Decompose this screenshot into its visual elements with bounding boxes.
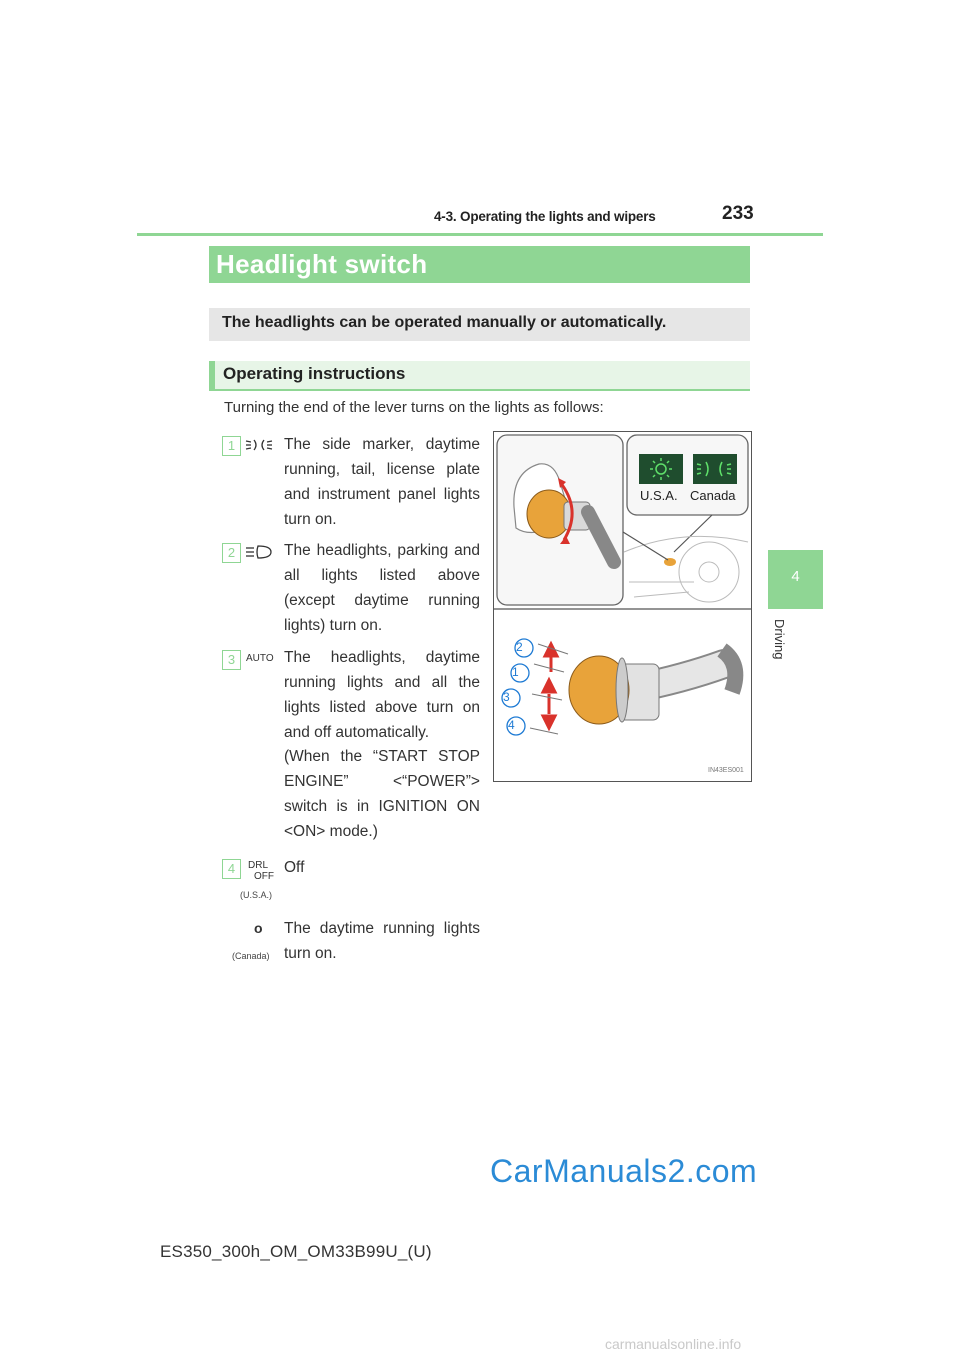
header-rule: [137, 233, 823, 236]
document-code: ES350_300h_OM_OM33B99U_(U): [160, 1242, 432, 1261]
auto-icon: AUTO: [246, 653, 274, 664]
region-canada: (Canada): [232, 951, 270, 961]
headlight-icon: [245, 544, 273, 560]
label-usa: U.S.A.: [640, 488, 678, 503]
lead-text: Turning the end of the lever turns on the lights as follows:: [224, 399, 604, 416]
drl-off-icon-line2: OFF: [254, 871, 274, 882]
callout-3: 3: [503, 690, 510, 704]
item-note-3: (When the “START STOP ENGINE” <“POWER”> switch is in IGNITION ON <ON> mode.): [284, 748, 480, 840]
subheading: Operating instructions: [223, 364, 406, 383]
drl-on-icon: o: [254, 920, 263, 936]
item-number-1: 1: [222, 436, 241, 456]
item-text-1: The side marker, daytime running, tail, license plate and instrument panel lights turn on.: [284, 436, 480, 528]
watermark-bottom: carmanualsonline.info: [605, 1336, 742, 1352]
drl-off-icon-line1: DRL: [248, 860, 269, 871]
item-text-4: Off: [284, 859, 305, 876]
label-canada: Canada: [690, 488, 736, 503]
page-number: 233: [722, 203, 754, 224]
canada-item-text: The daytime running lights turn on.: [284, 920, 480, 962]
chapter-tab: [768, 550, 823, 609]
drl-off-icon: [248, 860, 274, 882]
page-title: Headlight switch: [216, 249, 428, 279]
intro-bar: [209, 308, 750, 341]
item-text-2: The headlights, parking and all lights listed above (except daytime running lights) turn on.: [284, 542, 480, 634]
subheading-bar: [209, 361, 750, 391]
intro-text: The headlights can be operated manually or automatically.: [222, 314, 667, 331]
item-text-3: The headlights, daytime running lights and all the lights listed above turn on and off automatically.: [284, 649, 480, 741]
headlight-switch-figure: [493, 431, 752, 782]
item-number-3: 3: [222, 650, 241, 670]
watermark-logo: CarManuals2.com: [490, 1153, 758, 1189]
region-usa: (U.S.A.): [240, 890, 273, 900]
figure-illustration: [494, 432, 751, 781]
page-title-bar: [209, 246, 750, 283]
section-title: 4-3. Operating the lights and wipers: [434, 209, 656, 224]
item-number-2: 2: [222, 543, 241, 563]
callout-2: 2: [516, 640, 523, 654]
chapter-label: Driving: [772, 619, 787, 660]
item-number-4: 4: [222, 859, 241, 879]
callout-4: 4: [508, 718, 515, 732]
figure-code: IN43ES001: [708, 767, 744, 774]
side-marker-lights-icon: [245, 438, 273, 452]
callout-1: 1: [512, 665, 519, 679]
chapter-number: 4: [791, 568, 800, 585]
